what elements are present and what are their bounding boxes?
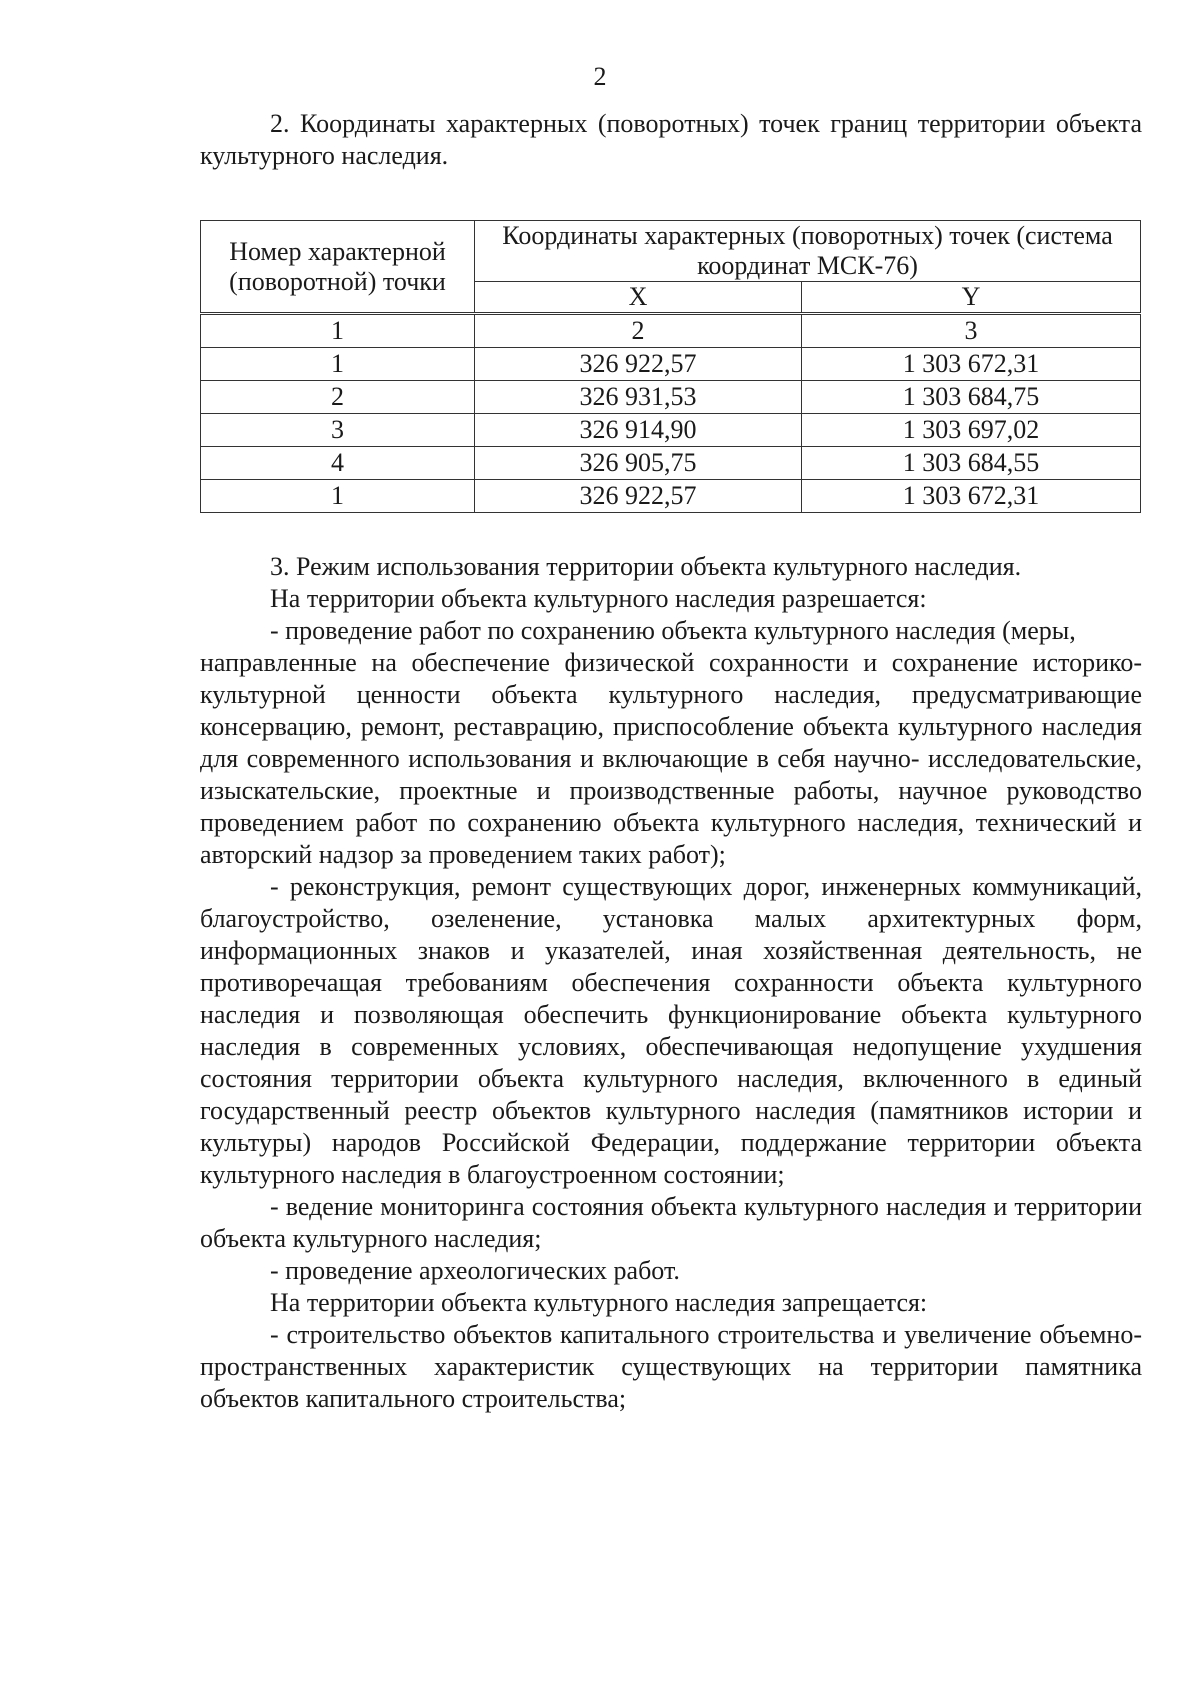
column-number-2: 2 bbox=[475, 314, 802, 348]
table-row bbox=[201, 348, 1141, 381]
header-x: X bbox=[475, 282, 802, 314]
forbidden-item-1: - строительство объектов капитального строительства и увеличение объемно-пространственных характеристик существующих на территории памятника объектов капитального строительства; bbox=[200, 1320, 1142, 1413]
allowed-item-3: - ведение мониторинга состояния объекта культурного наследия и территории объекта культурного наследия; bbox=[200, 1192, 1142, 1253]
cell-x: 326 905,75 bbox=[475, 447, 802, 480]
cell-point: 4 bbox=[201, 447, 475, 480]
allowed-item-4: - проведение археологических работ. bbox=[270, 1256, 680, 1285]
allowed-item-1-start: - проведение работ по сохранению объекта культурного наследия (меры, bbox=[270, 616, 1076, 645]
table-header-row bbox=[201, 221, 1141, 282]
allowed-item-2: - реконструкция, ремонт существующих дорог, инженерных коммуникаций, благоустройство, озеленение, установка малых архитектурных форм, информационных знаков и указателей, иная хозяйственная деятельность, не противоречащая требованиям обеспечения сохранности объекта культурного наследия и позволяющая обеспечить функционирование объекта культурного наследия в современных условиях, обеспечивающая недопущение ухудшения состояния территории объекта культурного наследия, включенного в единый государственный реестр объектов культурного наследия (памятников истории и культуры) народов Российской Федерации, поддержание территории объекта культурного наследия в благоустроенном состоянии; bbox=[200, 872, 1142, 1189]
coordinates-table-wrapper bbox=[200, 220, 1141, 513]
section-3-heading: 3. Режим использования территории объекта культурного наследия. bbox=[270, 552, 1022, 581]
section-2-heading: 2. Координаты характерных (поворотных) точек границ территории объекта культурного наследия. bbox=[200, 109, 1142, 170]
cell-point: 3 bbox=[201, 414, 475, 447]
cell-y: 1 303 672,31 bbox=[802, 348, 1141, 381]
allowed-intro: На территории объекта культурного наследия разрешается: bbox=[270, 584, 927, 613]
table-row bbox=[201, 381, 1141, 414]
cell-x: 326 931,53 bbox=[475, 381, 802, 414]
table-row bbox=[201, 447, 1141, 480]
header-coordinates: Координаты характерных (поворотных) точек (система координат МСК-76) bbox=[475, 221, 1141, 282]
cell-y: 1 303 684,75 bbox=[802, 381, 1141, 414]
header-point-number: Номер характерной (поворотной) точки bbox=[201, 221, 475, 314]
coordinates-table bbox=[200, 220, 1141, 513]
cell-point: 2 bbox=[201, 381, 475, 414]
column-number-3: 3 bbox=[802, 314, 1141, 348]
allowed-item-1-rest: направленные на обеспечение физической сохранности и сохранение историко-культурной ценности объекта культурного наследия, предусматривающие консервацию, ремонт, реставрацию, приспособление объекта культурного наследия для современного использования и включающие в себя научно- исследовательские, изыскательские, проектные и производственные работы, научное руководство проведением работ по сохранению объекта культурного наследия, технический и авторский надзор за проведением таких работ); bbox=[200, 648, 1142, 869]
column-number-1: 1 bbox=[201, 314, 475, 348]
cell-x: 326 914,90 bbox=[475, 414, 802, 447]
cell-y: 1 303 684,55 bbox=[802, 447, 1141, 480]
forbidden-intro: На территории объекта культурного наследия запрещается: bbox=[270, 1288, 928, 1317]
cell-x: 326 922,57 bbox=[475, 348, 802, 381]
page-number: 2 bbox=[593, 62, 607, 91]
header-y: Y bbox=[802, 282, 1141, 314]
cell-x: 326 922,57 bbox=[475, 480, 802, 513]
table-row bbox=[201, 480, 1141, 513]
table-row bbox=[201, 414, 1141, 447]
cell-point: 1 bbox=[201, 480, 475, 513]
cell-y: 1 303 697,02 bbox=[802, 414, 1141, 447]
cell-y: 1 303 672,31 bbox=[802, 480, 1141, 513]
table-column-numbers-row bbox=[201, 314, 1141, 348]
document-body bbox=[200, 108, 1142, 1415]
cell-point: 1 bbox=[201, 348, 475, 381]
